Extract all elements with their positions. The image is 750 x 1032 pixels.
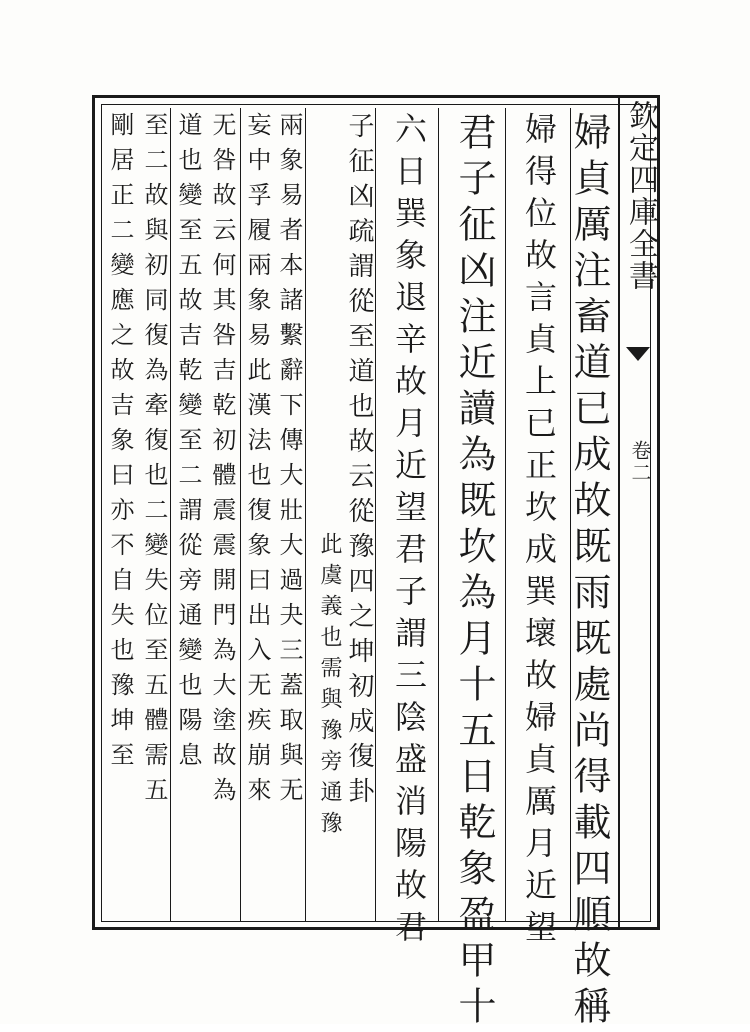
text-column-8 [205,112,239,922]
text-column-3 [441,112,503,1032]
column-text: 道也變至五故吉乾變至二謂從旁通變也陽息 [174,112,202,777]
column-text: 兩象易者本諸繫辭下傳大壯大過夬三蓋取與无 [275,112,303,812]
column-text: 妄中孚履兩象易此漢法也復象曰出入无疾崩來 [243,112,271,812]
text-column-9 [172,112,204,922]
column-rule [505,108,506,922]
column-rule [240,108,241,922]
text-column-10 [138,112,170,922]
column-text: 婦得位故言貞上已正坎成巽壞故婦貞厲月近望 [520,112,558,952]
column-text: 君子征凶注近讀為既坎為月十五日乾象盈甲十 [452,112,496,1032]
text-column-5 [308,112,374,922]
text-column-4 [378,112,438,952]
fishtail-mark-icon [624,345,652,365]
text-column-11 [104,112,136,922]
column-rule [438,108,439,922]
commentary-left-line: 此虞義也需與豫旁通豫 [317,532,342,842]
margin-volume-number: 卷二 [628,440,652,484]
commentary-right-line: 子征凶疏謂從至道也故云從豫四之坤初成復卦 [344,112,374,812]
column-text: 至二故與初同復為牽復也二變失位至五體需五 [140,112,168,812]
text-column-6 [272,112,306,922]
column-text: 婦貞厲注畜道已成故既雨既處尚得載四順故稱 [567,112,611,1032]
text-column-7 [242,112,272,922]
column-text: 剛居正二變應之故吉象曰亦不自失也豫坤至 [106,112,134,777]
column-rule [375,108,376,922]
column-rule [170,108,171,922]
column-text: 无咎故云何其咎吉乾初體震震開門為大塗故為 [208,112,236,812]
margin-book-title: 欽定四庫全書 [623,100,658,292]
text-column-2 [508,112,568,952]
column-text: 六日巽象退辛故月近望君子謂三陰盛消陽故君 [390,112,428,952]
text-column-1 [567,112,618,1032]
